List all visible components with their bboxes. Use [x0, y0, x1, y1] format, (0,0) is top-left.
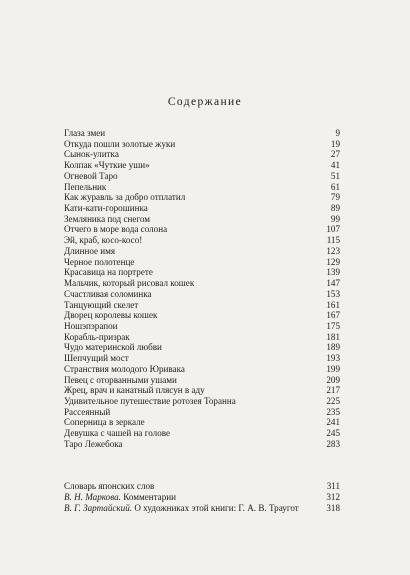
- appendix-entry-page: 311: [326, 481, 340, 491]
- toc-entry-page: 193: [326, 353, 340, 364]
- toc-entry-title: Отчего в море вода солона: [64, 224, 168, 235]
- toc-entry-title: Ношэпэрапои: [64, 320, 118, 331]
- toc-entry-title: Соперница в зеркале: [64, 417, 145, 428]
- toc-entry-title: Кати-кати-горошинка: [64, 203, 148, 214]
- appendix-entry-title: [64, 492, 176, 503]
- toc-entry-title: Певец с оторванными ушами: [64, 374, 177, 385]
- toc-entry-title: Земляника под снегом: [64, 213, 151, 224]
- toc-entry-title: Пепельник: [64, 181, 107, 192]
- toc-entry-page: 153: [326, 288, 340, 299]
- toc-entry-page: 147: [326, 278, 340, 289]
- toc-entry-title: Красавица на портрете: [64, 267, 153, 278]
- toc-entry-title: Корабль-призрак: [64, 331, 130, 342]
- table-of-contents: [64, 128, 340, 450]
- appendix-entry: [64, 503, 340, 514]
- toc-entry: [64, 364, 340, 375]
- appendix-entry-title: [64, 481, 154, 492]
- toc-entry-page: 139: [326, 267, 340, 278]
- toc-entry: [64, 214, 340, 225]
- toc-entry-page: 235: [326, 406, 340, 417]
- appendix-entry-page: 318: [326, 503, 340, 514]
- toc-entry-title: Глаза змеи: [64, 128, 106, 138]
- toc-entry-title: Черное полотенце: [64, 256, 135, 267]
- appendix-entry-author: В. Г. Зартайский.: [64, 503, 133, 514]
- toc-entry: [64, 139, 340, 150]
- toc-entry: [64, 353, 340, 364]
- toc-entry-page: 89: [330, 203, 340, 214]
- toc-entry-page: 99: [330, 213, 340, 224]
- toc-entry: [64, 439, 340, 450]
- toc-entry-title: Удивительное путешествие ротозея Торанна: [64, 395, 236, 406]
- toc-entry-page: 199: [326, 363, 340, 374]
- toc-entry: [64, 417, 340, 428]
- toc-entry: [64, 332, 340, 343]
- toc-entry: [64, 192, 340, 203]
- toc-entry-title: Сынок-улитка: [64, 149, 119, 160]
- toc-entry-page: 245: [326, 428, 340, 439]
- toc-entry-page: 41: [330, 160, 340, 171]
- toc-entry: [64, 375, 340, 386]
- toc-entry-title: Откуда пошли золотые жуки: [64, 138, 176, 149]
- toc-entry: [64, 149, 340, 160]
- toc-entry: [64, 289, 340, 300]
- toc-entry-title: Длинное имя: [64, 245, 116, 256]
- appendix-entry-text: Словарь японских слов: [64, 481, 155, 491]
- toc-entry-title: Эй, краб, косо-косо!: [64, 235, 143, 246]
- toc-entry: [64, 310, 340, 321]
- toc-entry: [64, 182, 340, 193]
- appendix-entry: [64, 481, 340, 492]
- toc-entry-page: 217: [326, 385, 340, 396]
- toc-entry-page: 107: [326, 224, 340, 235]
- toc-entry: [64, 160, 340, 171]
- toc-entry-title: Жрец, врач и канатный плясун в аду: [64, 385, 205, 396]
- toc-entry-page: 79: [330, 192, 340, 203]
- toc-entry-page: 167: [326, 310, 340, 321]
- toc-entry-page: 189: [326, 342, 340, 353]
- appendix-entry-author: В. Н. Маркова.: [64, 492, 121, 503]
- toc-entry-page: 123: [326, 245, 340, 256]
- toc-entry-title: Дворец королевы кошек: [64, 310, 158, 321]
- toc-entry-title: Шепчущий мост: [64, 353, 129, 364]
- toc-entry: [64, 300, 340, 311]
- appendix-entry: [64, 492, 340, 503]
- toc-entry-page: 161: [326, 299, 340, 310]
- toc-entry-page: 241: [326, 417, 340, 428]
- appendix-entry-text: О художниках этой книги: Г. А. В. Траугот: [134, 503, 299, 514]
- toc-entry-page: 129: [326, 256, 340, 267]
- toc-entry: [64, 128, 340, 139]
- toc-entry: [64, 171, 340, 182]
- toc-entry-page: 175: [326, 320, 340, 331]
- appendix-entry-page: 312: [326, 492, 340, 503]
- toc-entry: [64, 235, 340, 246]
- contents-heading: Содержание: [167, 96, 243, 108]
- toc-entry-title: Рассеянный: [64, 406, 111, 417]
- toc-entry: [64, 321, 340, 332]
- toc-entry-title: Колпак «Чуткие уши»: [64, 160, 150, 171]
- toc-entry: [64, 267, 340, 278]
- appendix-entry-title: [64, 503, 299, 514]
- toc-entry-page: 181: [326, 331, 340, 342]
- toc-entry: [64, 385, 340, 396]
- toc-entry-page: 51: [330, 170, 340, 181]
- toc-entry-title: Девушка с чашей на голове: [64, 428, 171, 439]
- toc-entry-title: Чудо материнской любви: [64, 342, 162, 353]
- toc-entry-title: Странствия молодого Юривака: [64, 363, 185, 374]
- toc-entry: [64, 407, 340, 418]
- toc-entry: [64, 224, 340, 235]
- toc-entry: [64, 342, 340, 353]
- toc-entry: [64, 278, 340, 289]
- toc-entry-title: Мальчик, который рисовал кошек: [64, 278, 195, 289]
- toc-entry-page: 9: [335, 128, 340, 138]
- toc-entry-page: 61: [330, 181, 340, 192]
- toc-entry: [64, 203, 340, 214]
- toc-entry-title: Огневой Таро: [64, 170, 118, 181]
- toc-entry-page: 283: [326, 438, 340, 449]
- toc-entry-page: 115: [326, 235, 340, 246]
- toc-entry-page: 27: [330, 149, 340, 160]
- toc-entry: [64, 257, 340, 268]
- toc-entry: [64, 396, 340, 407]
- toc-entry-title: Таро Лежебока: [64, 438, 123, 449]
- toc-entry: [64, 246, 340, 257]
- toc-entry-page: 19: [330, 138, 340, 149]
- toc-entry: [64, 428, 340, 439]
- appendix-contents: [64, 481, 340, 515]
- toc-entry-title: Как журавль за добро отплатил: [64, 192, 186, 203]
- appendix-entry-text: Комментарии: [123, 492, 177, 503]
- toc-entry-title: Танцующий скелет: [64, 299, 139, 310]
- toc-entry-page: 209: [326, 374, 340, 385]
- toc-entry-page: 225: [326, 395, 340, 406]
- toc-entry-title: Счастливая соломинка: [64, 288, 152, 299]
